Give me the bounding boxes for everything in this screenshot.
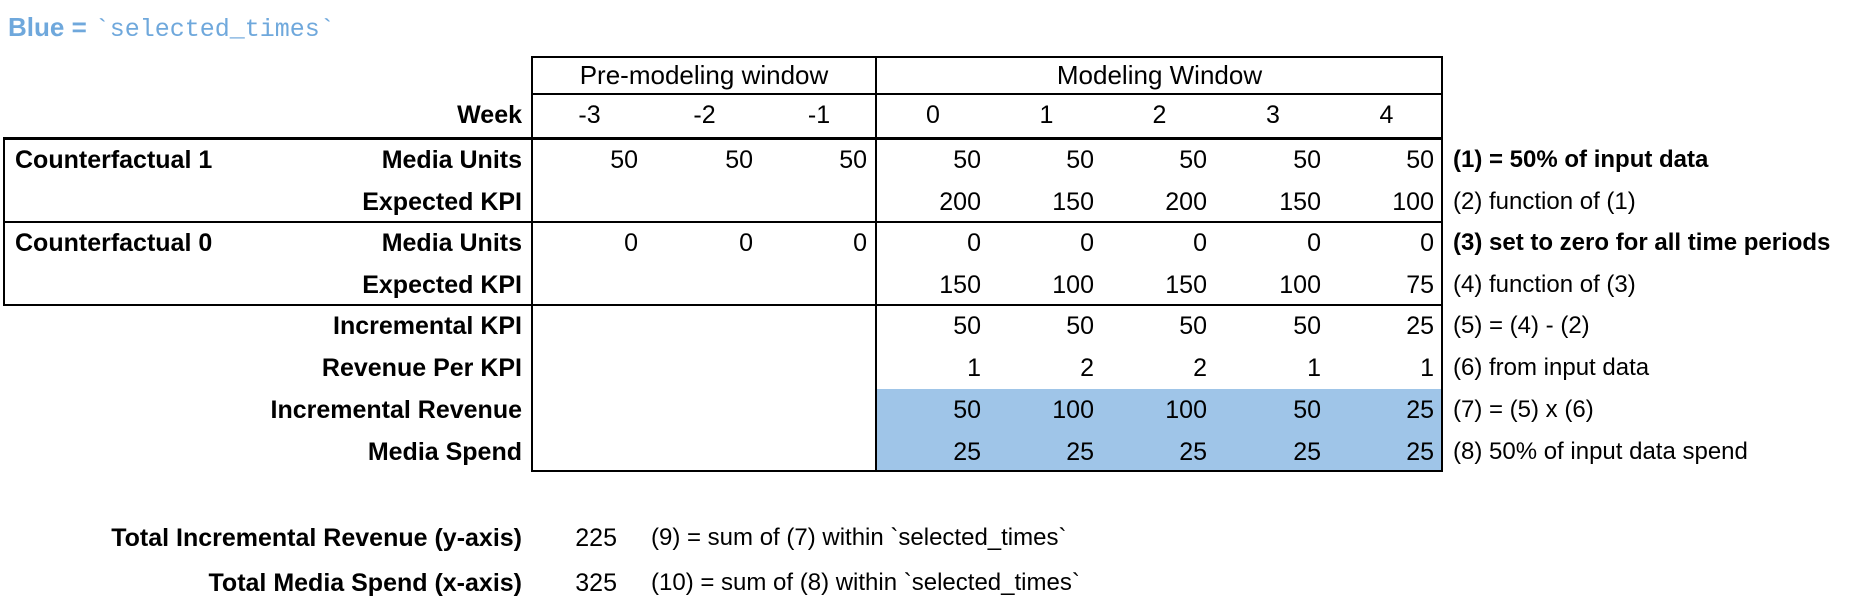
value-cell-highlighted: 25 (953, 437, 981, 466)
week-header-cell: 2 (1152, 101, 1167, 129)
pre-modeling-window-header: Pre-modeling window (579, 60, 829, 90)
row-label: Revenue Per KPI (321, 353, 522, 382)
value-cell: 100 (1279, 270, 1321, 299)
value-cell: 50 (610, 145, 638, 174)
summary-row (3, 561, 1876, 605)
legend-note-code: `selected_times` (94, 15, 335, 44)
row-label: Incremental Revenue (270, 395, 522, 424)
row-label: Expected KPI (362, 270, 522, 299)
value-cell: 25 (1406, 311, 1434, 340)
total-media-spend-label: Total Media Spend (x-axis) (208, 568, 522, 597)
value-cell: 1 (1307, 353, 1321, 382)
table-row (3, 305, 1876, 347)
table-row (3, 389, 1876, 431)
total-incremental-revenue-value: 225 (575, 523, 617, 552)
value-cell-highlighted: 25 (1406, 395, 1434, 424)
value-cell: 0 (1193, 228, 1207, 257)
table-row (3, 181, 1876, 223)
row-label: Incremental KPI (333, 311, 522, 340)
value-cell-highlighted: 25 (1179, 437, 1207, 466)
row-label: Media Spend (367, 437, 522, 466)
value-cell: 50 (1066, 145, 1094, 174)
table-row (3, 431, 1876, 473)
value-cell: 0 (624, 228, 638, 257)
value-cell: 75 (1406, 270, 1434, 299)
row-label: Expected KPI (362, 187, 522, 216)
table-row (3, 264, 1876, 306)
value-cell: 150 (1165, 270, 1207, 299)
value-cell: 2 (1080, 353, 1094, 382)
row-annotation: (7) = (5) x (6) (1453, 396, 1594, 423)
summary-row (3, 516, 1876, 560)
total-media-spend-value: 325 (575, 568, 617, 597)
week-header-cell: 0 (926, 101, 940, 129)
value-cell-highlighted: 100 (1165, 395, 1207, 424)
value-cell: 50 (953, 311, 981, 340)
value-cell: 150 (1052, 187, 1094, 216)
value-cell: 150 (1279, 187, 1321, 216)
value-cell: 2 (1193, 353, 1207, 382)
total-incremental-revenue-label: Total Incremental Revenue (y-axis) (111, 523, 522, 552)
row-annotation: (8) 50% of input data spend (1453, 438, 1748, 465)
value-cell: 50 (1179, 145, 1207, 174)
value-cell-highlighted: 100 (1052, 395, 1094, 424)
value-cell-highlighted: 50 (1293, 395, 1321, 424)
value-cell: 0 (1307, 228, 1321, 257)
value-cell-highlighted: 25 (1066, 437, 1094, 466)
row-annotation: (6) from input data (1453, 354, 1650, 381)
value-cell: 0 (853, 228, 867, 257)
value-cell: 0 (1420, 228, 1434, 257)
value-cell-highlighted: 50 (953, 395, 981, 424)
value-cell: 1 (1420, 353, 1434, 382)
value-cell: 50 (1293, 311, 1321, 340)
value-cell: 0 (1080, 228, 1094, 257)
row-annotation: (1) = 50% of input data (1453, 146, 1709, 173)
row-annotation: (2) function of (1) (1453, 188, 1636, 215)
value-cell: 50 (953, 145, 981, 174)
week-header-cell: 3 (1266, 101, 1280, 129)
value-cell: 1 (967, 353, 981, 382)
value-cell: 100 (1052, 270, 1094, 299)
value-cell-highlighted: 25 (1406, 437, 1434, 466)
week-header-cell: -3 (578, 101, 601, 129)
summary-annotation: (9) = sum of (7) within `selected_times` (651, 524, 1067, 551)
row-annotation: (3) set to zero for all time periods (1453, 229, 1831, 256)
row-annotation: (4) function of (3) (1453, 271, 1636, 298)
modeling-window-header: Modeling Window (1056, 60, 1263, 90)
value-cell-highlighted: 25 (1293, 437, 1321, 466)
row-label: Media Units (381, 228, 522, 257)
row-annotation: (5) = (4) - (2) (1453, 312, 1590, 339)
table-row (3, 347, 1876, 389)
value-cell: 50 (839, 145, 867, 174)
summary-annotation: (10) = sum of (8) within `selected_times` (651, 569, 1080, 596)
value-cell: 50 (1179, 311, 1207, 340)
window-header-row (3, 58, 1876, 93)
value-cell: 50 (1293, 145, 1321, 174)
row-label: Media Units (381, 145, 522, 174)
value-cell: 0 (967, 228, 981, 257)
value-cell: 50 (1406, 145, 1434, 174)
value-cell: 200 (1165, 187, 1207, 216)
value-cell: 50 (1066, 311, 1094, 340)
week-header-cell: -1 (807, 101, 831, 129)
legend-note (8, 12, 335, 44)
week-row (3, 94, 1876, 137)
value-cell: 100 (1392, 187, 1434, 216)
week-label: Week (457, 101, 522, 129)
group-label: Counterfactual 1 (15, 145, 213, 174)
week-header-cell: 4 (1379, 101, 1394, 129)
week-header-cell: -2 (693, 101, 716, 129)
value-cell: 0 (739, 228, 753, 257)
legend-note-prefix: Blue = (8, 12, 87, 42)
week-header-cell: 1 (1039, 101, 1054, 129)
value-cell: 50 (725, 145, 753, 174)
table-row (3, 222, 1876, 264)
value-cell: 200 (939, 187, 981, 216)
value-cell: 150 (939, 270, 981, 299)
group-label: Counterfactual 0 (15, 228, 213, 257)
table-row (3, 139, 1876, 181)
